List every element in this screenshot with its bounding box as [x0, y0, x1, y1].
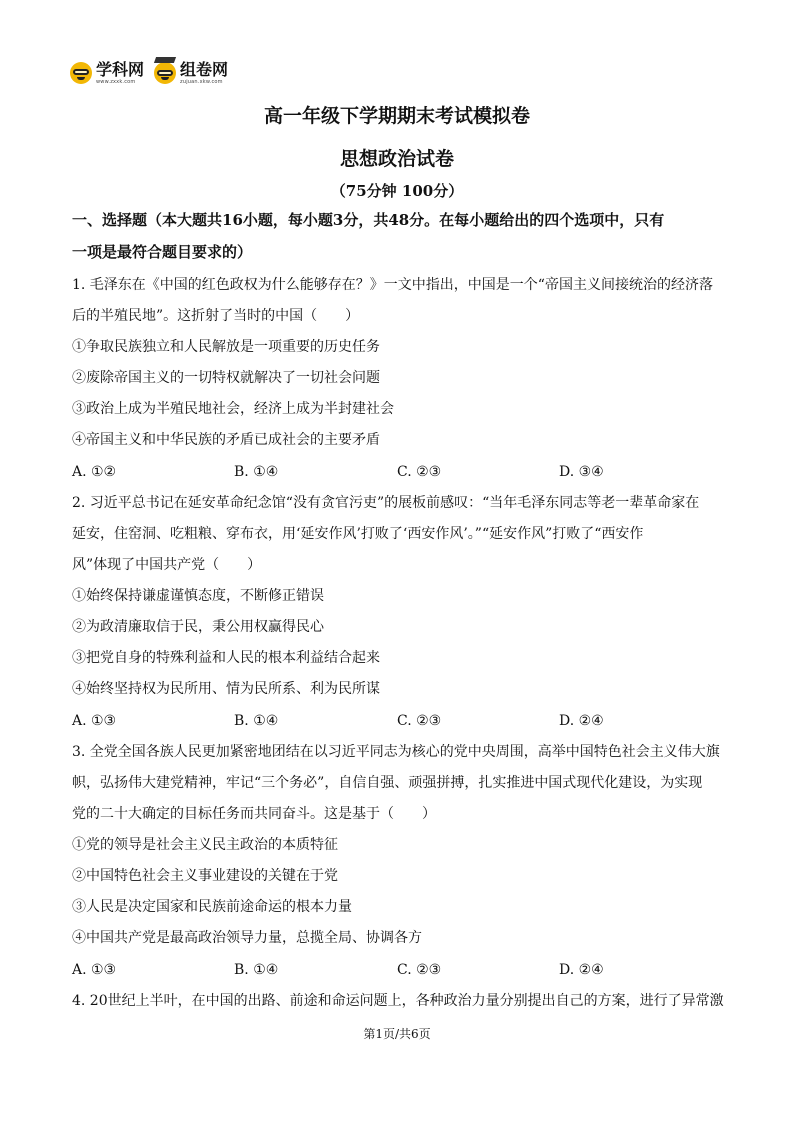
q2-item: ③把党自身的特殊利益和人民的根本利益结合起来 — [72, 650, 380, 666]
q2-item: ②为政清廉取信于民，秉公用权赢得民心 — [72, 619, 324, 635]
q3-option-d[interactable]: D. ②④ — [559, 962, 604, 978]
q1-option-a[interactable]: A. ①② — [72, 464, 117, 480]
q1-option-c[interactable]: C. ②③ — [397, 464, 442, 480]
q2-options — [72, 712, 712, 730]
q1-stem: 1. 毛泽东在《中国的红色政权为什么能够存在？》一文中指出，中国是一个“帝国主义间接统治的经济落 — [72, 277, 713, 293]
q1-option-d[interactable]: D. ③④ — [559, 464, 604, 480]
section-heading-cont: 一项是最符合题目要求的） — [72, 243, 253, 261]
logo-name: 组卷网 — [180, 60, 229, 79]
q3-item: ①党的领导是社会主义民主政治的本质特征 — [72, 837, 338, 853]
q1-options — [72, 463, 712, 481]
q3-stem: 帜，弘扬伟大建党精神，牢记“三个务必”，自信自强、顽强拼搏，扎实推进中国式现代化建设，为实现 — [72, 775, 703, 791]
q3-option-a[interactable]: A. ①③ — [72, 962, 117, 978]
q3-stem: 3. 全党全国各族人民更加紧密地团结在以习近平同志为核心的党中央周围，高举中国特色社会主义伟大旗 — [72, 744, 720, 760]
exam-subject: 思想政治试卷 — [339, 148, 454, 170]
logo-bar — [70, 60, 228, 85]
exam-title: 高一年级下学期期末考试模拟卷 — [263, 105, 530, 127]
q2-item: ④始终坚持权为民所用、情为民所系、利为民所谋 — [72, 681, 380, 697]
q3-item: ②中国特色社会主义事业建设的关键在于党 — [72, 868, 338, 884]
q2-option-a[interactable]: A. ①③ — [72, 713, 117, 729]
q3-item: ③人民是决定国家和民族前途命运的根本力量 — [72, 899, 352, 915]
section-heading: 一、选择题（本大题共16小题，每小题3分，共48分。在每小题给出的四个选项中，只有 — [72, 211, 665, 229]
logo-url: zujuan.xkw.com — [180, 79, 223, 85]
q3-option-c[interactable]: C. ②③ — [397, 962, 442, 978]
q2-item: ①始终保持谦虚谨慎态度，不断修正错误 — [72, 588, 324, 604]
xuekewang-logo[interactable] — [70, 60, 144, 85]
q1-stem: 后的半殖民地”。这折射了当时的中国（ ） — [72, 308, 360, 324]
graduation-cap-smiley-icon — [154, 62, 176, 84]
q4-stem: 4. 20世纪上半叶，在中国的出路、前途和命运问题上，各种政治力量分别提出自己的方案，进行了异常激 — [72, 993, 724, 1009]
q2-stem: 延安，住窑洞、吃粗粮、穿布衣，用‘延安作风’打败了‘西安作风’。”“延安作风”打败了“西安作 — [72, 526, 644, 542]
q1-item: ②废除帝国主义的一切特权就解决了一切社会问题 — [72, 370, 380, 386]
q3-options — [72, 961, 712, 979]
exam-time-score: （75分钟 100分） — [330, 182, 464, 200]
zujuanwang-logo[interactable] — [154, 60, 228, 85]
q2-option-b[interactable]: B. ①④ — [234, 713, 279, 729]
q2-stem: 2. 习近平总书记在延安革命纪念馆“没有贪官污吏”的展板前感叹：“当年毛泽东同志等老一辈革命家在 — [72, 495, 700, 511]
q3-stem: 党的二十大确定的目标任务而共同奋斗。这是基于（ ） — [72, 806, 436, 822]
q1-item: ③政治上成为半殖民地社会，经济上成为半封建社会 — [72, 401, 394, 417]
q2-stem: 风”体现了中国共产党（ ） — [72, 557, 262, 573]
q3-option-b[interactable]: B. ①④ — [234, 962, 279, 978]
q2-option-c[interactable]: C. ②③ — [397, 713, 442, 729]
smiley-glasses-icon — [70, 62, 92, 84]
logo-name: 学科网 — [96, 60, 145, 79]
q1-item: ①争取民族独立和人民解放是一项重要的历史任务 — [72, 339, 380, 355]
q1-item: ④帝国主义和中华民族的矛盾已成社会的主要矛盾 — [72, 432, 380, 448]
q3-item: ④中国共产党是最高政治领导力量，总揽全局、协调各方 — [72, 930, 422, 946]
page-footer: 第1页/共6页 — [363, 1027, 431, 1041]
logo-url: www.zxxk.com — [96, 79, 136, 85]
q1-option-b[interactable]: B. ①④ — [234, 464, 279, 480]
q2-option-d[interactable]: D. ②④ — [559, 713, 604, 729]
